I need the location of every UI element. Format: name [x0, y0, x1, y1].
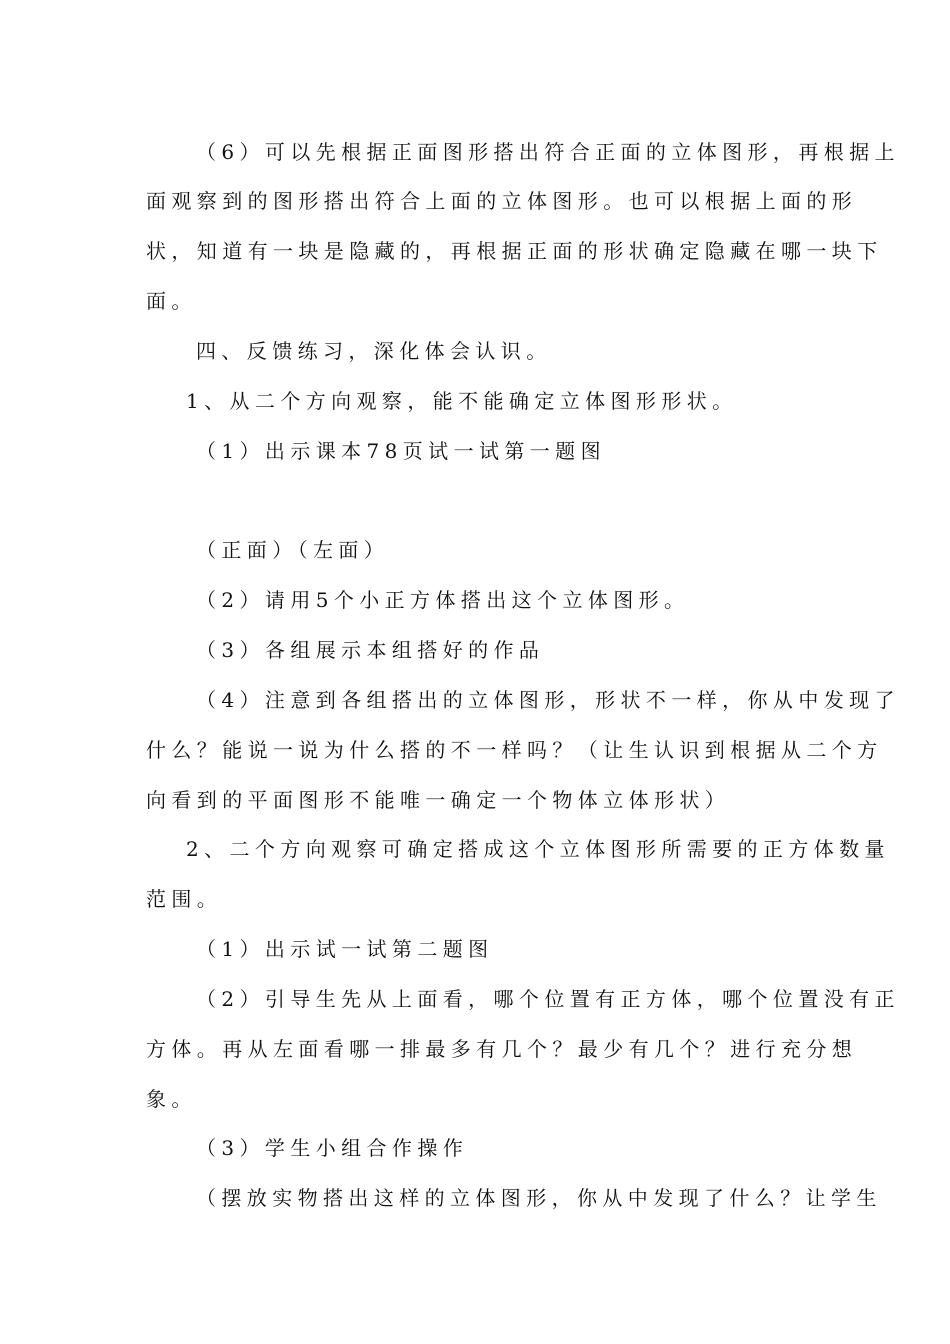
paragraph-line: （1）出示课本78页试一试第一题图	[196, 439, 606, 463]
figure-caption: （正面）（左面）	[196, 538, 390, 562]
paragraph-line: （4）注意到各组搭出的立体图形，形状不一样，你从中发现了	[196, 688, 900, 712]
paragraph-line: （3）各组展示本组搭好的作品	[196, 638, 545, 662]
paragraph-line: 象。	[146, 1087, 197, 1111]
paragraph-line: 向看到的平面图形不能唯一确定一个物体立体形状）	[146, 788, 731, 812]
paragraph-line: 面观察到的图形搭出符合上面的立体图形。也可以根据上面的形	[146, 189, 858, 213]
paragraph-line: 什么？能说一说为什么搭的不一样吗？（让生认识到根据从二个方	[146, 738, 883, 762]
paragraph-line: 面。	[146, 289, 197, 313]
paragraph-line: 方体。再从左面看哪一排最多有几个？最少有几个？进行充分想	[146, 1037, 858, 1061]
paragraph-line: （3）学生小组合作操作	[196, 1136, 469, 1160]
paragraph-line: 范围。	[146, 887, 223, 911]
paragraph-line: （2）请用5个小正方体搭出这个立体图形。	[196, 588, 690, 612]
paragraph-line: （摆放实物搭出这样的立体图形，你从中发现了什么？让学生	[196, 1186, 882, 1210]
paragraph-line: （6）可以先根据正面图形搭出符合正面的立体图形，再根据上	[196, 140, 900, 164]
paragraph-line: （1）出示试一试第二题图	[196, 937, 494, 961]
section-heading: 四、反馈练习，深化体会认识。	[196, 339, 552, 363]
paragraph-line: （2）引导生先从上面看，哪个位置有正方体，哪个位置没有正	[196, 987, 900, 1011]
paragraph-line: 1、从二个方向观察，能不能确定立体图形形状。	[186, 389, 738, 413]
paragraph-line: 状，知道有一块是隐藏的，再根据正面的形状确定隐藏在哪一块下	[146, 239, 883, 263]
paragraph-line: 2、二个方向观察可确定搭成这个立体图形所需要的正方体数量	[186, 837, 890, 861]
